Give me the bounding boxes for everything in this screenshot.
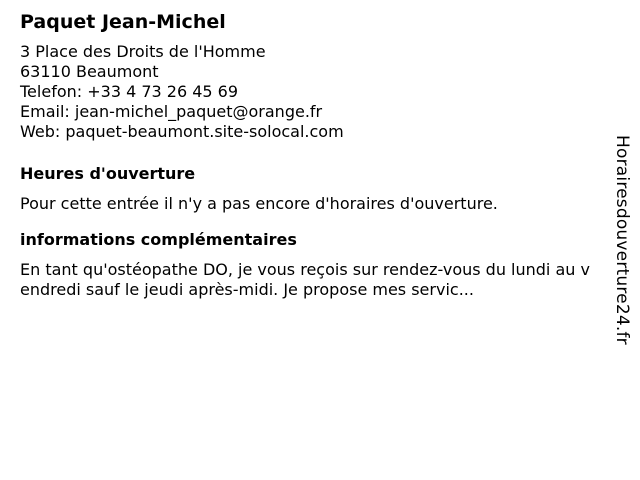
phone-line: Telefon: +33 4 73 26 45 69 xyxy=(20,82,239,101)
hours-heading: Heures d'ouverture xyxy=(20,164,196,183)
street-address: 3 Place des Droits de l'Homme xyxy=(20,42,266,61)
web-line: Web: paquet-beaumont.site-solocal.com xyxy=(20,122,344,141)
hours-text: Pour cette entrée il n'y a pas encore d'horaires d'ouverture. xyxy=(20,194,498,213)
address-block xyxy=(20,42,590,142)
info-heading: informations complémentaires xyxy=(20,230,297,249)
site-watermark: Horairesdouverture24.fr xyxy=(612,135,632,345)
info-text: En tant qu'ostéopathe DO, je vous reçois sur rendez-vous du lundi au vendredi sauf le jeudi après-midi. Je propose mes servic... xyxy=(20,260,590,299)
page-title: Paquet Jean-Michel xyxy=(20,11,226,33)
postal-city: 63110 Beaumont xyxy=(20,62,159,81)
email-line: Email: jean-michel_paquet@orange.fr xyxy=(20,102,323,121)
listing-card xyxy=(20,10,590,300)
